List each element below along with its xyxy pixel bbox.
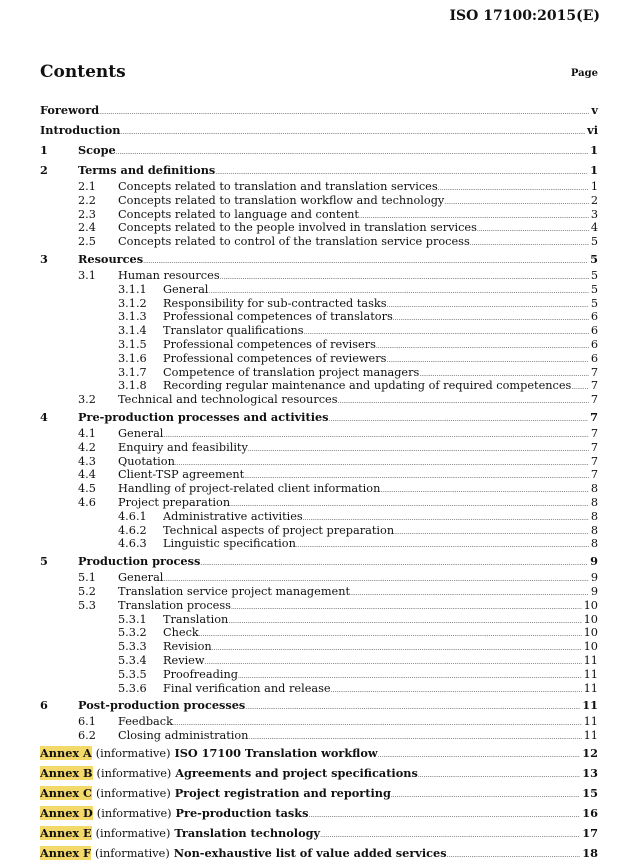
annex-label: Annex A <box>40 745 92 760</box>
annex-title: Pre-production tasks <box>175 805 309 820</box>
toc-entry-page: 11 <box>583 729 598 743</box>
annex-informative-tag: (informative) <box>95 846 170 860</box>
toc-entry[interactable] <box>40 668 598 682</box>
toc-entry-page: 10 <box>583 598 598 612</box>
document-header-id: ISO 17100:2015(E) <box>449 8 600 24</box>
toc-entry-number: 3.1.7 <box>118 365 147 379</box>
toc-entry[interactable] <box>40 366 598 380</box>
toc-entry-page: 8 <box>590 509 598 523</box>
toc-entry-title: Technical and technological resources <box>118 393 338 407</box>
toc-entry[interactable] <box>40 682 598 696</box>
annex-title: ISO 17100 Translation workflow <box>174 745 378 760</box>
toc-entry[interactable] <box>40 571 598 585</box>
toc-entry[interactable] <box>40 297 598 311</box>
toc-entry-page: 7 <box>590 379 598 393</box>
toc-entry-title: Terms and definitions <box>78 163 216 177</box>
toc-entry-title: Human resources <box>118 268 220 282</box>
toc-entry[interactable] <box>40 482 598 496</box>
toc-entry-number: 4.2 <box>78 440 96 454</box>
annex-page: 16 <box>582 805 598 820</box>
annex-informative-tag: (informative) <box>96 766 172 780</box>
toc-entry[interactable] <box>40 613 598 627</box>
toc-entry-page: 7 <box>590 454 598 468</box>
toc-entry-title: Concepts related to the people involved in translation services <box>118 221 477 235</box>
dot-leader <box>447 844 581 866</box>
toc-entry-number: 5.3.5 <box>118 667 147 681</box>
toc-entry-title: General <box>118 571 164 585</box>
toc-entry[interactable] <box>40 551 598 571</box>
toc-entry-number: 4.4 <box>78 468 96 482</box>
toc-entry-title: Concepts related to language and content <box>118 207 359 221</box>
toc-entry-title: Project preparation <box>118 495 231 509</box>
toc-entry-page: 5 <box>590 235 598 249</box>
toc-entry[interactable] <box>40 180 598 194</box>
toc-entry-title: Client-TSP agreement <box>118 468 245 482</box>
toc-entry[interactable] <box>40 626 598 640</box>
toc-entry[interactable] <box>40 194 598 208</box>
annex-label: Annex E <box>40 825 92 840</box>
toc-entry[interactable] <box>40 407 598 427</box>
toc-entry[interactable] <box>40 585 598 599</box>
toc-entry-page: 1 <box>590 180 598 193</box>
toc-entry-title: Responsibility for sub-contracted tasks <box>163 296 387 310</box>
annex-page: 12 <box>582 745 598 760</box>
toc-entry-number: 3.1.6 <box>118 351 147 365</box>
toc-entry[interactable] <box>40 537 598 551</box>
toc-entry-number: 3.1 <box>78 268 96 282</box>
annex-entry[interactable] <box>40 803 598 823</box>
toc-entry-number: 5.3.2 <box>118 626 147 640</box>
toc-entry-title: Linguistic specification <box>163 537 296 551</box>
toc-entry-number: 4.6.2 <box>118 523 147 537</box>
annex-label: Annex D <box>40 805 93 820</box>
toc-entry-number: 5.3.3 <box>118 640 147 654</box>
toc-entry-page: 9 <box>590 571 598 585</box>
toc-entry-title: Concepts related to translation and translation services <box>118 180 438 193</box>
toc-entry-number: 5.1 <box>78 571 96 585</box>
toc-entry-number: 4.6.1 <box>118 509 147 523</box>
toc-entry[interactable] <box>40 208 598 222</box>
toc-entry[interactable] <box>40 510 598 524</box>
toc-entry-number: 4 <box>40 409 48 424</box>
toc-entry[interactable] <box>40 140 598 160</box>
toc-entry-title: Feedback <box>118 715 173 729</box>
toc-entry[interactable] <box>40 427 598 441</box>
toc-entry-title: Administrative activities <box>163 509 303 523</box>
toc-entry-number: 5.3.4 <box>118 653 147 667</box>
page-column-label: Page <box>570 68 598 79</box>
contents-title: Contents <box>40 62 126 82</box>
annex-title-group <box>40 843 447 864</box>
toc-entry-number: 3.1.3 <box>118 310 147 324</box>
annex-title: Project registration and reporting <box>174 785 391 800</box>
annex-informative-tag: (informative) <box>96 806 172 820</box>
annex-title-group <box>40 743 378 764</box>
toc-entry-number: 6 <box>40 698 48 713</box>
annex-informative-tag: (informative) <box>95 746 171 760</box>
toc-entry-page: 10 <box>583 626 598 640</box>
toc-entry-page: 7 <box>590 468 598 482</box>
toc-entry-title: Review <box>163 653 205 667</box>
toc-entry-title: Translation service project management <box>118 584 351 598</box>
toc-entry-page: 10 <box>583 640 598 654</box>
annex-title-group <box>40 823 320 844</box>
toc-entry-number: 4.5 <box>78 482 96 496</box>
annex-label: Annex F <box>40 845 92 860</box>
toc-entry[interactable] <box>40 441 598 455</box>
toc-entry[interactable] <box>40 379 598 393</box>
toc-entry-number: 3.1.2 <box>118 296 147 310</box>
toc-entry-number: 1 <box>40 143 48 157</box>
toc-entry-page: 5 <box>590 251 598 266</box>
toc-entry-page: 7 <box>590 426 598 440</box>
annex-title: Non-exhaustive list of value added services <box>173 845 447 860</box>
toc-entry-number: 4.6.3 <box>118 537 147 551</box>
toc-entry-title: Concepts related to translation workflow and technology <box>118 193 445 207</box>
annex-informative-tag: (informative) <box>95 786 171 800</box>
toc-entry-title: Closing administration <box>118 729 249 743</box>
toc-entry[interactable] <box>40 599 598 613</box>
toc-entry-page: v <box>591 103 598 117</box>
annex-page: 18 <box>582 845 598 860</box>
toc-entry[interactable] <box>40 324 598 338</box>
toc-entry-number: 5 <box>40 554 48 569</box>
annex-title: Translation technology <box>174 825 321 840</box>
annex-page: 17 <box>582 825 598 840</box>
toc-entry[interactable] <box>40 695 598 715</box>
toc-entry[interactable] <box>40 352 598 366</box>
annex-entry[interactable] <box>40 823 598 843</box>
toc-entry-number: 4.1 <box>78 426 96 440</box>
annex-entry[interactable] <box>40 843 598 863</box>
toc-entry-page: 8 <box>590 523 598 537</box>
annex-label: Annex C <box>40 785 93 800</box>
toc-entry-title: Translation process <box>118 598 231 612</box>
toc-entry-title: Production process <box>78 554 201 569</box>
toc-entry[interactable] <box>40 393 598 407</box>
toc-entry-page: 11 <box>582 698 598 713</box>
toc-entry-number: 2.4 <box>78 221 96 235</box>
toc-entry[interactable] <box>40 468 598 482</box>
toc-entry-number: 3.1.4 <box>118 324 147 338</box>
table-of-contents <box>40 100 598 863</box>
toc-entry-number: 4.6 <box>78 495 96 509</box>
toc-entry-page: 5 <box>590 296 598 310</box>
annex-title-group <box>40 763 418 784</box>
toc-entry-number: 2.5 <box>78 235 96 249</box>
toc-entry-number: 6.2 <box>78 729 96 743</box>
toc-entry-page: 11 <box>583 681 598 695</box>
toc-entry[interactable] <box>40 235 598 249</box>
toc-entry-number: 3 <box>40 251 48 266</box>
toc-entry-title: Introduction <box>40 123 121 137</box>
toc-entry-page: 7 <box>590 393 598 407</box>
toc-entry-number: 3.1.1 <box>118 282 147 296</box>
toc-entry-title: Professional competences of revisers <box>163 337 376 351</box>
toc-entry-title: Handling of project-related client information <box>118 482 381 496</box>
toc-entry-number: 3.2 <box>78 393 96 407</box>
toc-entry-page: 1 <box>590 143 598 157</box>
toc-entry-number: 3.1.5 <box>118 337 147 351</box>
annex-entry[interactable] <box>40 763 598 783</box>
toc-entry-title: Resources <box>78 251 144 266</box>
toc-entry-title: Professional competences of reviewers <box>163 351 387 365</box>
toc-entry-page: 6 <box>590 351 598 365</box>
toc-entry-page: 8 <box>590 482 598 496</box>
toc-entry[interactable] <box>40 496 598 510</box>
toc-entry-page: 7 <box>590 409 598 424</box>
annex-label: Annex B <box>40 765 93 780</box>
toc-entry-title: Competence of translation project managers <box>163 365 420 379</box>
toc-entry-page: 5 <box>590 268 598 282</box>
toc-entry-title: Foreword <box>40 103 100 117</box>
toc-entry-title: General <box>163 282 209 296</box>
toc-entry[interactable] <box>40 269 598 283</box>
toc-entry[interactable] <box>40 338 598 352</box>
toc-entry-page: 5 <box>590 282 598 296</box>
toc-entry-page: 3 <box>590 207 598 221</box>
toc-entry-page: 2 <box>590 193 598 207</box>
toc-entry[interactable] <box>40 640 598 654</box>
toc-entry-page: 6 <box>590 324 598 338</box>
toc-entry[interactable] <box>40 715 598 729</box>
toc-entry[interactable] <box>40 283 598 297</box>
toc-entry-number: 5.2 <box>78 584 96 598</box>
toc-entry[interactable] <box>40 310 598 324</box>
toc-entry[interactable] <box>40 524 598 538</box>
toc-entry-page: 7 <box>590 365 598 379</box>
toc-entry[interactable] <box>40 160 598 180</box>
toc-entry-number: 2.2 <box>78 193 96 207</box>
annex-page: 15 <box>582 785 598 800</box>
toc-entry-page: 8 <box>590 495 598 509</box>
toc-entry-number: 5.3 <box>78 598 96 612</box>
toc-entry-title: Translation <box>163 612 229 626</box>
annex-informative-tag: (informative) <box>95 826 171 840</box>
toc-entry-page: 9 <box>590 554 598 569</box>
toc-entry-page: 4 <box>590 221 598 235</box>
annex-entry[interactable] <box>40 783 598 803</box>
toc-entry-number: 2 <box>40 163 48 177</box>
toc-entry-title: Enquiry and feasibility <box>118 440 248 454</box>
annex-page: 13 <box>582 765 598 780</box>
toc-entry-page: 11 <box>583 667 598 681</box>
toc-entry-page: 10 <box>583 612 598 626</box>
toc-entry-number: 4.3 <box>78 454 96 468</box>
toc-entry[interactable] <box>40 100 598 120</box>
annex-title-group <box>40 783 391 804</box>
toc-entry-number: 6.1 <box>78 715 96 729</box>
toc-entry[interactable] <box>40 249 598 269</box>
toc-entry-page: 9 <box>590 584 598 598</box>
toc-entry-page: 11 <box>583 653 598 667</box>
toc-entry-page: 1 <box>590 163 598 177</box>
toc-entry-page: vi <box>587 123 598 137</box>
toc-entry-title: Technical aspects of project preparation <box>163 523 395 537</box>
toc-entry-number: 5.3.6 <box>118 681 147 695</box>
toc-entry[interactable] <box>40 729 598 743</box>
toc-entry-title: Translator qualifications <box>163 324 304 338</box>
toc-entry-number: 2.3 <box>78 207 96 221</box>
toc-entry-page: 7 <box>590 440 598 454</box>
toc-entry-number: 3.1.8 <box>118 379 147 393</box>
toc-entry[interactable] <box>40 221 598 235</box>
toc-entry-title: Quotation <box>118 454 175 468</box>
toc-entry-page: 6 <box>590 337 598 351</box>
toc-entry-title: Recording regular maintenance and updating of required competences <box>163 379 572 393</box>
annex-title: Agreements and project specifications <box>175 765 418 780</box>
toc-entry-page: 8 <box>590 537 598 551</box>
toc-entry-title: General <box>118 426 164 440</box>
annex-title-group <box>40 803 308 824</box>
toc-entry-number: 5.3.1 <box>118 612 147 626</box>
toc-entry-page: 6 <box>590 310 598 324</box>
toc-entry[interactable] <box>40 120 598 140</box>
toc-entry[interactable] <box>40 654 598 668</box>
toc-entry-number: 2.1 <box>78 180 96 193</box>
toc-entry-title: Scope <box>78 143 116 157</box>
toc-entry-title: Revision <box>163 640 212 654</box>
toc-entry-title: Post-production processes <box>78 698 246 713</box>
toc-entry-title: Final verification and release <box>163 681 331 695</box>
toc-entry-page: 11 <box>583 715 598 729</box>
toc-entry-title: Professional competences of translators <box>163 310 393 324</box>
toc-entry-title: Proofreading <box>163 667 238 681</box>
toc-entry-title: Pre-production processes and activities <box>78 409 329 424</box>
toc-entry-title: Check <box>163 626 199 640</box>
annex-entry[interactable] <box>40 743 598 763</box>
toc-entry-title: Concepts related to control of the translation service process <box>118 235 470 249</box>
toc-entry[interactable] <box>40 455 598 469</box>
